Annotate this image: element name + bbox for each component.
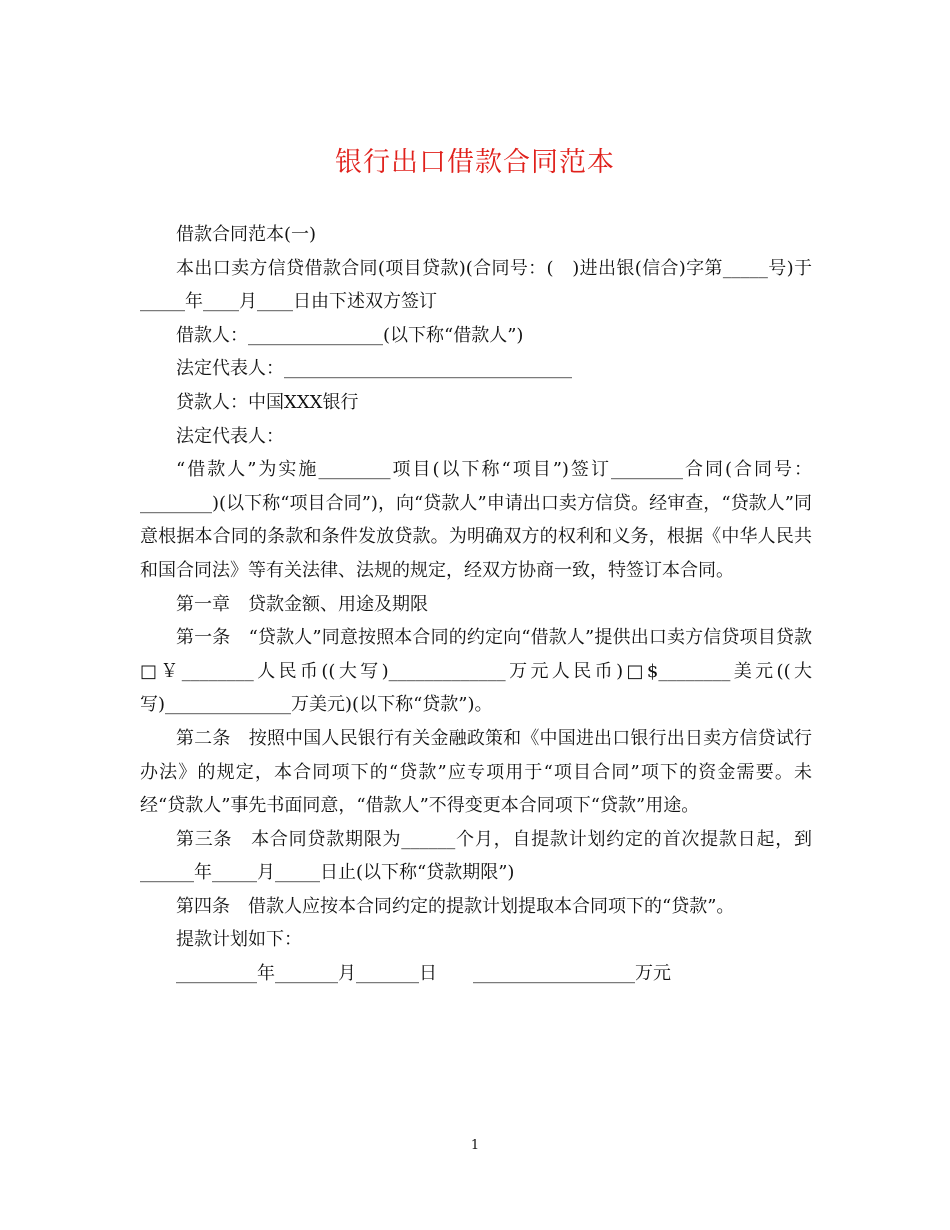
paragraph: 借款合同范本(一): [176, 224, 317, 245]
paragraph: 第二条 按照中国人民银行有关金融政策和《中国进出口银行出日卖方信贷试行办法》的规定，本合同项下的“贷款”应专项用于“项目合同”项下的资金需要。未经“贷款人”事先书面同意，“借款人”不得变更本合同项下“贷款”用途。: [140, 727, 812, 817]
chapter-heading: 第一章 贷款金额、用途及期限: [176, 593, 428, 615]
paragraph: 法定代表人：________________________________: [176, 358, 572, 380]
document-body: [140, 218, 812, 991]
paragraph: “借款人”为实施________项目(以下称“项目”)签订________合同(合同号：________)(以下称“项目合同”)，向“贷款人”申请出口卖方信贷。经审查，“贷款人”同意根据本合同的条款和条件发放贷款。为明确双方的权利和义务，根据《中华人民共和国合同法》等有关法律、法规的规定，经双方协商一致，特签订本合同。: [140, 459, 812, 581]
paragraph: 法定代表人：: [176, 425, 284, 447]
document-title: 银行出口借款合同范本: [335, 147, 615, 178]
paragraph: 借款人：_______________(以下称“借款人”): [176, 324, 524, 346]
paragraph: 提款计划如下：: [176, 929, 302, 951]
paragraph: 贷款人：中国XXX银行: [176, 391, 359, 413]
paragraph: 本出口卖方信贷借款合同(项目贷款)(合同号：( )进出银(信合)字第_____号)于_____年____月____日由下述双方签订: [140, 257, 812, 313]
paragraph: _________年_______月_______日 __________________万元: [176, 963, 671, 985]
page-number: 1: [470, 1138, 480, 1153]
paragraph: 第三条 本合同贷款期限为______个月，自提款计划约定的首次提款日起，到______年_____月_____日止(以下称“贷款期限”): [140, 828, 812, 884]
paragraph: 第一条 “贷款人”同意按照本合同的约定向“借款人”提供出口卖方信贷项目贷款□￥________人民币((大写)_____________万元人民币)□$________美元((大写)______________万美元)(以下称“贷款”)。: [140, 627, 812, 716]
paragraph: 第四条 借款人应按本合同约定的提款计划提取本合同项下的“贷款”。: [176, 895, 735, 917]
